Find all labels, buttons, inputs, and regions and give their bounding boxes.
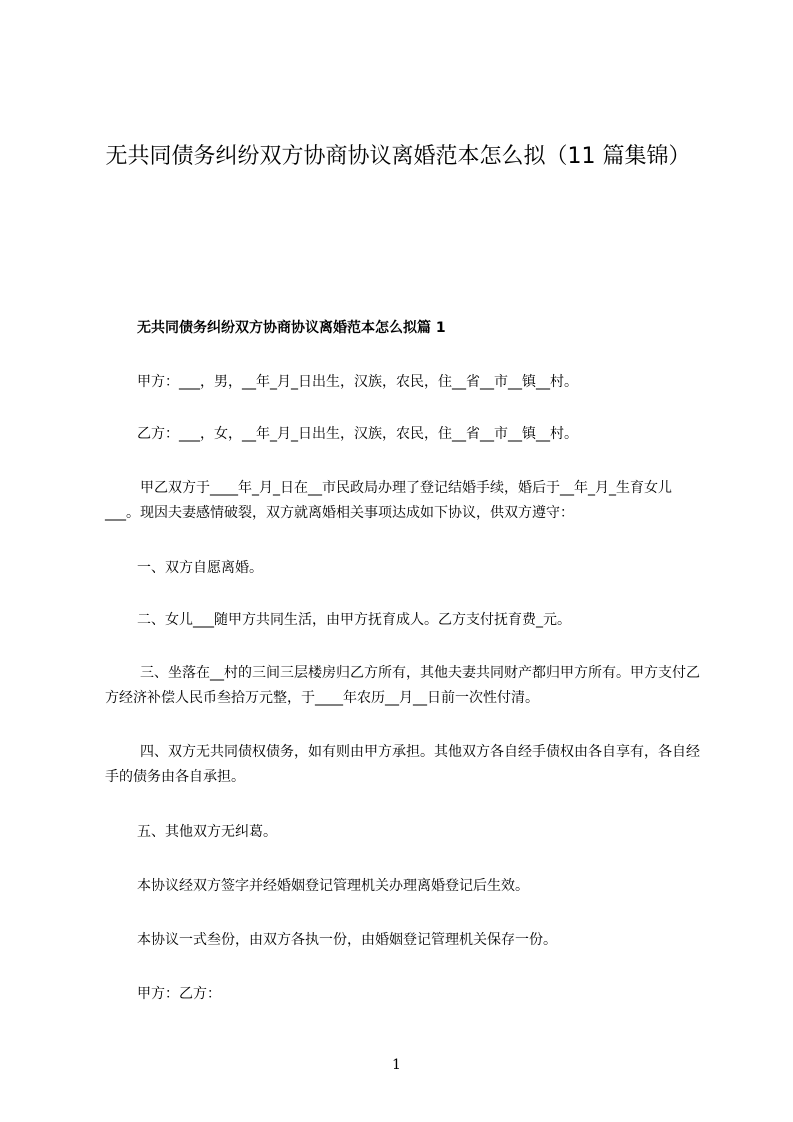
party-b-info: 乙方：___，女，__年_月_日出生，汉族，农民，住__省__市__镇__村。: [137, 426, 578, 442]
page-number: 1: [392, 1057, 401, 1073]
signature-line: 甲方：乙方：: [137, 986, 221, 1002]
agreement-preamble: 甲乙双方于____年_月_日在__市民政局办理了登记结婚手续，婚后于__年_月_生育女儿___。现因夫妻感情破裂，双方就离婚相关事项达成如下协议，供双方遵守：: [105, 480, 672, 521]
clause-2: 二、女儿___随甲方共同生活，由甲方抚育成人。乙方支付抚育费_元。: [137, 612, 571, 628]
copies-clause: 本协议一式叁份，由双方各执一份，由婚姻登记管理机关保存一份。: [137, 932, 557, 948]
clause-5: 五、其他双方无纠葛。: [137, 824, 277, 840]
effective-clause: 本协议经双方签字并经婚姻登记管理机关办理离婚登记后生效。: [137, 878, 529, 894]
section-heading: 无共同债务纠纷双方协商协议离婚范本怎么拟篇 1: [137, 320, 446, 336]
clause-4: 四、双方无共同债权债务，如有则由甲方承担。其他双方各自经手债权由各自享有，各自经手的债务由各自承担。: [105, 744, 700, 785]
clause-1: 一、双方自愿离婚。: [137, 560, 263, 576]
clause-3: 三、坐落在__村的三间三层楼房归乙方所有，其他夫妻共同财产都归甲方所有。甲方支付乙方经济补偿人民币叁拾万元整，于____年农历__月__日前一次性付清。: [105, 665, 700, 706]
party-a-info: 甲方：___，男，__年_月_日出生，汉族，农民，住__省__市__镇__村。: [137, 374, 578, 390]
document-title: 无共同债务纠纷双方协商协议离婚范本怎么拟（11 篇集锦）: [105, 144, 691, 169]
